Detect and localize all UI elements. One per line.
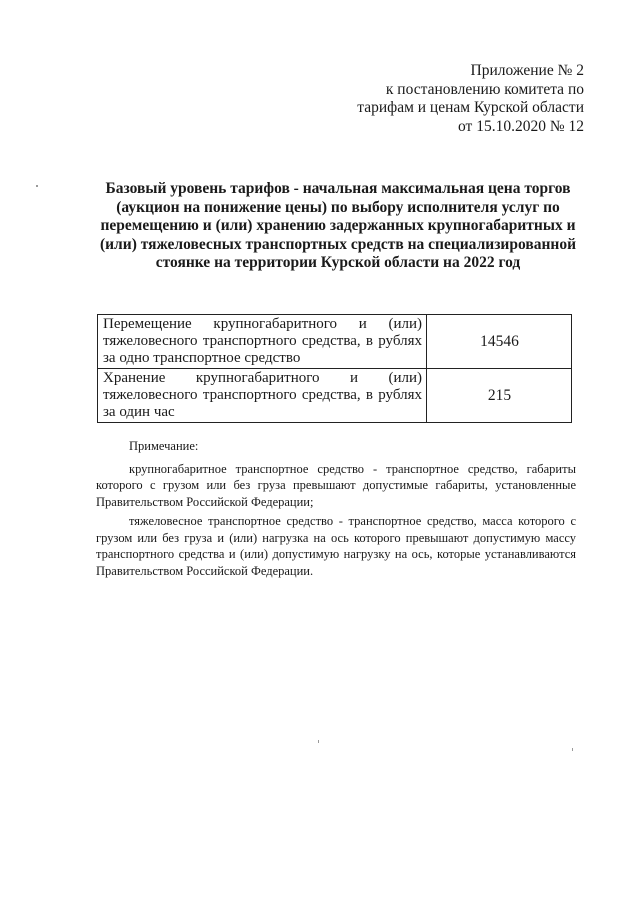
row-description: Перемещение крупногабаритного и (или) тяжеловесного транспортного средства, в рублях за одно транспортное средство	[98, 315, 427, 369]
appendix-committee-line: тарифам и ценам Курской области	[357, 99, 584, 116]
note-item: крупногабаритное транспортное средство - транспортное средство, габариты которого с грузом или без груза превышают допустимые габариты, установленные Правительством Российской Федерации;	[96, 461, 576, 509]
appendix-number: Приложение № 2	[470, 62, 584, 79]
row-value: 14546	[427, 315, 572, 369]
row-description: Хранение крупногабаритного и (или) тяжеловесного транспортного средства, в рублях за один час	[98, 369, 427, 423]
appendix-date-line: от 15.10.2020 № 12	[458, 117, 584, 135]
table-row	[98, 315, 572, 369]
appendix-header	[357, 62, 584, 136]
notes-heading: Примечание:	[129, 439, 199, 453]
scan-speck	[572, 748, 573, 751]
scan-speck	[36, 185, 38, 187]
row-value: 215	[427, 369, 572, 423]
scan-speck	[318, 740, 319, 743]
notes-section	[96, 438, 576, 582]
document-title: Базовый уровень тарифов - начальная максимальная цена торгов (аукцион на понижение цены) по выбору исполнителя услуг по перемещению и (или) хранению задержанных крупногабаритных и (или) тяжеловесных транспортных средств на специализированной стоянке на территории Курской области на 2022 год	[99, 180, 577, 271]
note-item: тяжеловесное транспортное средство - транспортное средство, масса которого с грузом или без груза и (или) нагрузка на ось которого превышают допустимую массу транспортного средства и (или) допустимую нагрузку на ось, которые устанавливаются Правительством Российской Федерации.	[96, 514, 576, 578]
table-row	[98, 369, 572, 423]
tariff-table	[97, 314, 572, 423]
appendix-resolution-line: к постановлению комитета по	[385, 80, 584, 98]
